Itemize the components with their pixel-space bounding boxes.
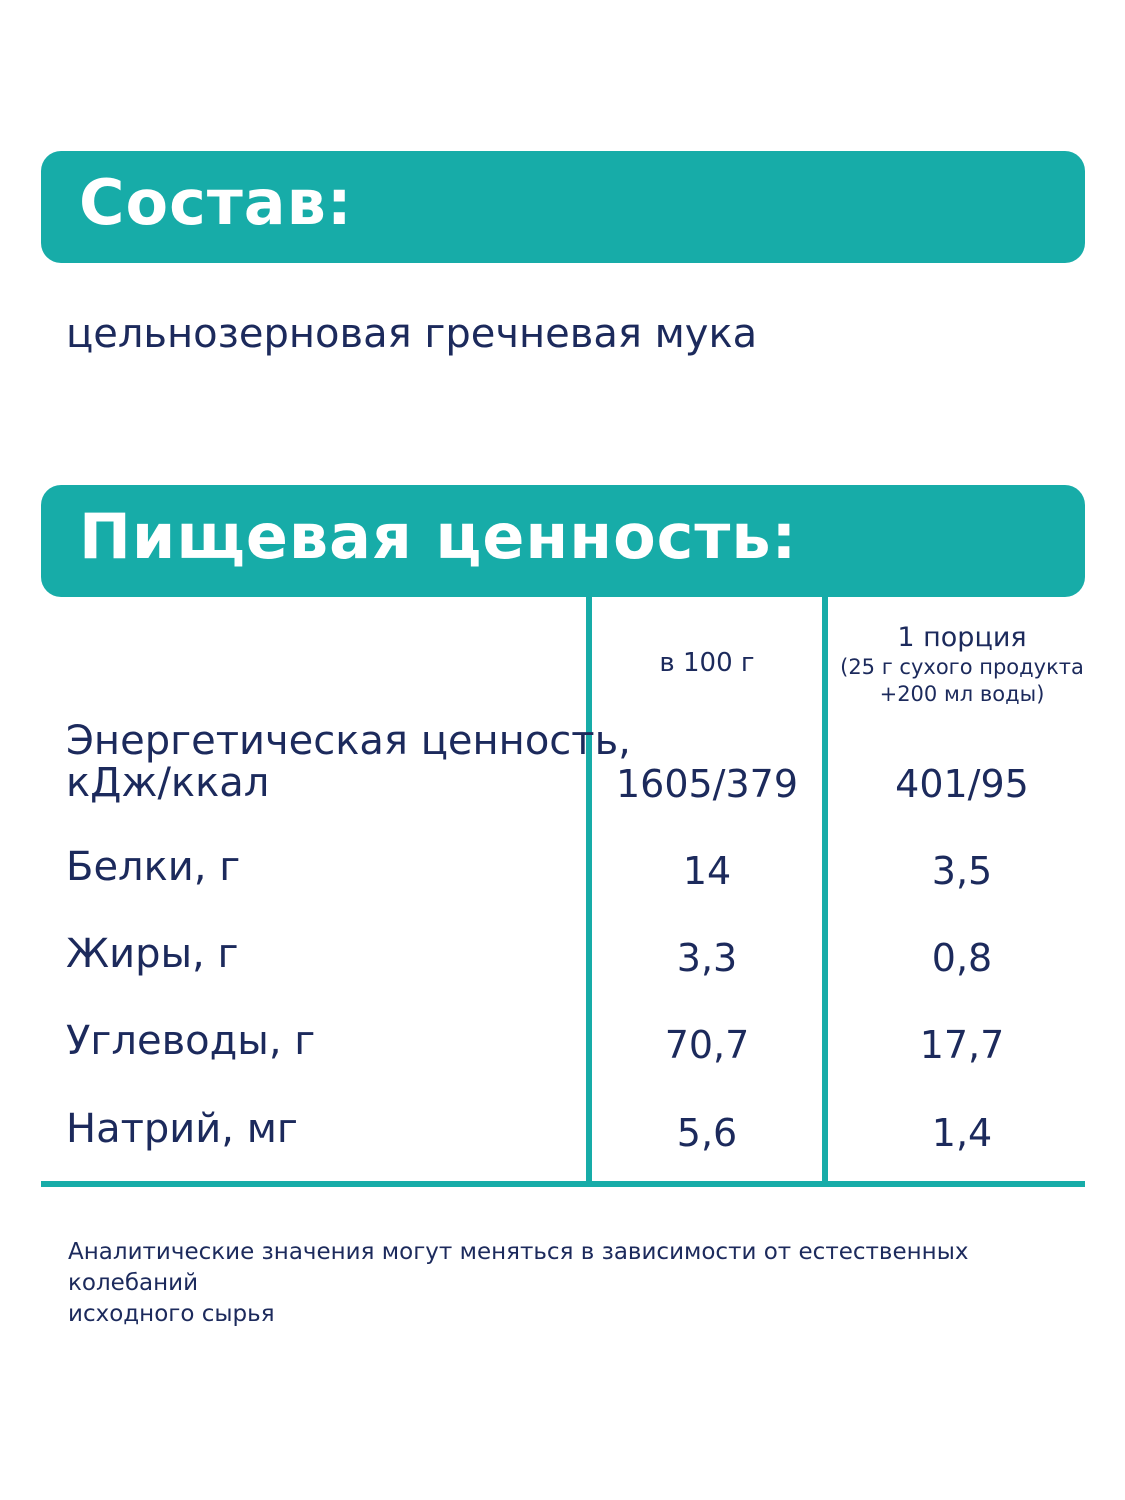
table-bottom-divider xyxy=(41,1181,1085,1187)
composition-header xyxy=(41,151,1085,263)
portion-header-main: 1 порция xyxy=(897,622,1027,653)
footnote xyxy=(68,1237,1078,1330)
composition-text: цельнозерновая гречневая мука xyxy=(66,311,758,357)
cell-fat-portion: 0,8 xyxy=(931,936,993,980)
column-header-portion xyxy=(828,622,1096,708)
cell-carbohydrates-portion: 17,7 xyxy=(919,1023,1005,1067)
cell-protein-per-100g: 14 xyxy=(682,849,732,893)
cell-carbohydrates-per-100g: 70,7 xyxy=(664,1023,750,1067)
footnote-line: исходного сырья xyxy=(68,1301,275,1327)
composition-title: Состав: xyxy=(79,166,353,239)
footnote-line: Аналитические значения могут меняться в зависимости от естественных колебаний xyxy=(68,1239,969,1296)
row-label-fat: Жиры, г xyxy=(66,931,239,977)
cell-sodium-portion: 1,4 xyxy=(931,1111,993,1155)
row-label-line: Энергетическая ценность, xyxy=(66,718,631,764)
cell-energy-portion: 401/95 xyxy=(895,762,1029,806)
row-label-line: кДж/ккал xyxy=(66,760,270,806)
row-label-carbohydrates: Углеводы, г xyxy=(66,1018,316,1064)
cell-energy-per-100g: 1605/379 xyxy=(615,762,799,806)
row-label-energy xyxy=(66,720,631,804)
cell-fat-per-100g: 3,3 xyxy=(676,936,738,980)
nutrition-header xyxy=(41,485,1085,597)
portion-header-sub: (25 г сухого продукта xyxy=(840,655,1084,679)
column-header-per-100g: в 100 г xyxy=(659,648,755,678)
cell-sodium-per-100g: 5,6 xyxy=(676,1111,738,1155)
nutrition-title: Пищевая ценность: xyxy=(79,500,798,573)
row-label-protein: Белки, г xyxy=(66,844,241,890)
row-label-sodium: Натрий, мг xyxy=(66,1106,298,1152)
portion-header-sub: +200 мл воды) xyxy=(879,682,1045,706)
cell-protein-portion: 3,5 xyxy=(931,849,993,893)
